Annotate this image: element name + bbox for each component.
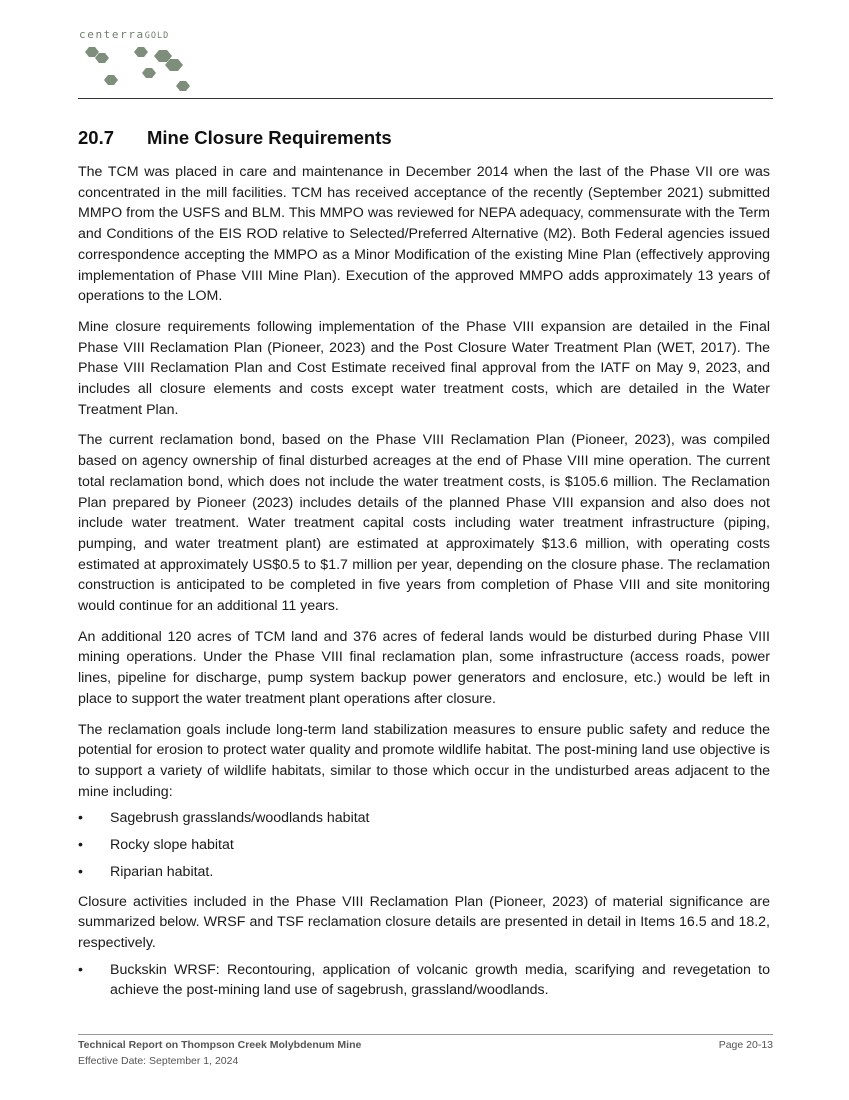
list-item-text: Riparian habitat. bbox=[110, 863, 214, 880]
bullet: • bbox=[78, 810, 83, 827]
bullet: • bbox=[78, 863, 83, 880]
page-content bbox=[78, 127, 770, 1007]
list-item bbox=[78, 808, 770, 829]
logo-hexagon bbox=[176, 81, 190, 91]
section-number: 20.7 bbox=[78, 127, 115, 148]
logo-word-gold: GOLD bbox=[144, 31, 170, 41]
logo-hexagon bbox=[95, 53, 109, 63]
list-item bbox=[78, 960, 770, 1001]
paragraph-reclamation-bond: The current reclamation bond, based on the Phase VIII Reclamation Plan (Pioneer, 2023), was compiled based on agency ownership of final disturbed acreages at the end of Phase VIII mine operation. The current total reclamation bond, which does not include the water treatment costs, is $105.6 million. The Reclamation Plan prepared by Pioneer (2023) includes details of the planned Phase VIII expansion and also does not include water treatment. Water treatment capital costs including water treatment infrastructure (piping, pumping, and water treatment plant) are estimated at approximately $13.6 million, with operating costs estimated at approximately US$0.5 to $1.7 million per year, depending on the closure phase. The reclamation construction is anticipated to be completed in five years from completion of Phase VIII and site monitoring would continue for an additional 11 years. bbox=[78, 432, 770, 615]
list-item-text: Buckskin WRSF: Recontouring, application of volcanic growth media, scarifying and revegetation to achieve the post-mining land use of sagebrush, grassland/woodlands. bbox=[110, 961, 770, 999]
footer-divider bbox=[78, 1034, 773, 1035]
header-divider bbox=[78, 98, 773, 99]
logo-word-centerra: centerra bbox=[79, 28, 145, 41]
section-heading bbox=[78, 127, 770, 149]
company-logo bbox=[79, 28, 209, 94]
list-item-text: Rocky slope habitat bbox=[110, 837, 234, 854]
habitat-list bbox=[78, 808, 770, 882]
bullet: • bbox=[78, 837, 83, 854]
logo-wordmark bbox=[79, 28, 209, 43]
paragraph-reclamation-goals: The reclamation goals include long-term land stabilization measures to ensure public safety and reduce the potential for erosion to protect water quality and promote wildlife habitat. The post-mining land use objective is to support a variety of wildlife habitats, similar to those which occur in the undisturbed areas adjacent to the mine including: bbox=[78, 721, 770, 800]
list-item bbox=[78, 835, 770, 856]
footer-report-title: Technical Report on Thompson Creek Molybdenum Mine bbox=[78, 1039, 362, 1051]
list-item-text: Sagebrush grasslands/woodlands habitat bbox=[110, 810, 370, 827]
paragraph-care-maintenance: The TCM was placed in care and maintenance in December 2014 when the last of the Phase VII ore was concentrated in the mill facilities. TCM has received acceptance of the recently (September 2021) submitted MMPO from the USFS and BLM. This MMPO was reviewed for NEPA adequacy, commensurate with the Term and Conditions of the EIS ROD relative to Selected/Preferred Alternative (M2). Both Federal agencies issued correspondence accepting the MMPO as a Minor Modification of the existing Mine Plan (effectively approving implementation of Phase VIII Mine Plan). Execution of the approved MMPO adds approximately 13 years of operations to the LOM. bbox=[78, 164, 770, 305]
hexagon-cluster-icon bbox=[79, 43, 204, 95]
list-item bbox=[78, 862, 770, 883]
footer-effective-date: Effective Date: September 1, 2024 bbox=[78, 1055, 239, 1067]
paragraph-closure-requirements: Mine closure requirements following implementation of the Phase VIII expansion are detailed in the Final Phase VIII Reclamation Plan (Pioneer, 2023) and the Post Closure Water Treatment Plan (WET, 2017). The Phase VIII Reclamation Plan and Cost Estimate received final approval from the IATF on May 9, 2023, and includes all closure elements and costs except water treatment costs, which are detailed in the Water Treatment Plan. bbox=[78, 318, 770, 418]
logo-hexagon bbox=[134, 47, 148, 57]
paragraph-disturbed-land: An additional 120 acres of TCM land and 376 acres of federal lands would be disturbed during Phase VIII mining operations. Under the Phase VIII final reclamation plan, some infrastructure (access roads, power lines, pipeline for discharge, pump system backup power generators and enclosure, etc.) would be left in place to support the water treatment plant operations after closure. bbox=[78, 628, 770, 707]
logo-hexagon bbox=[142, 68, 156, 78]
logo-hexagon bbox=[85, 47, 99, 57]
logo-hexagon bbox=[104, 75, 118, 85]
closure-activity-list bbox=[78, 960, 770, 1001]
paragraph-closure-activities: Closure activities included in the Phase VIII Reclamation Plan (Pioneer, 2023) of material significance are summarized below. WRSF and TSF reclamation closure details are presented in detail in Items 16.5 and 18.2, respectively. bbox=[78, 893, 770, 951]
footer-page-number: Page 20-13 bbox=[718, 1039, 773, 1051]
section-title: Mine Closure Requirements bbox=[147, 127, 392, 148]
bullet: • bbox=[78, 961, 83, 978]
